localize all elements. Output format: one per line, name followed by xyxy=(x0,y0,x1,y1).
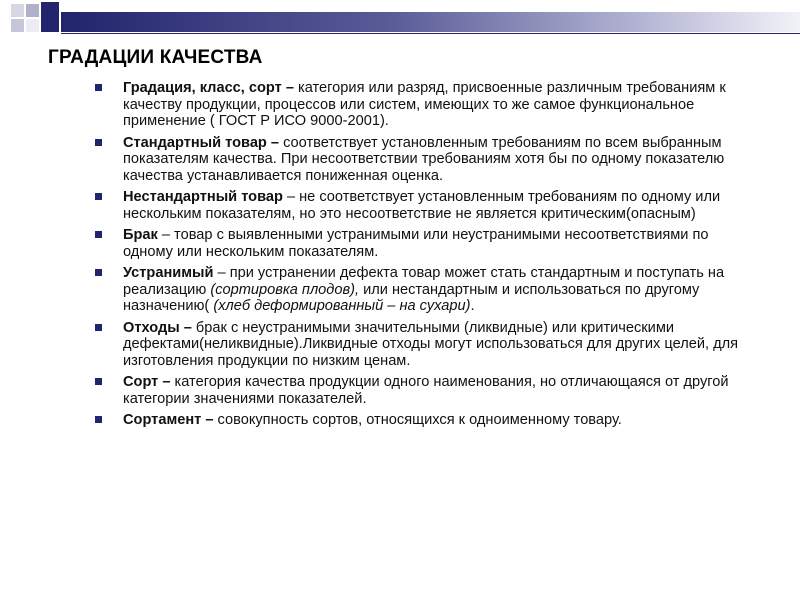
term-label: Брак xyxy=(123,227,158,243)
term-label: Стандартный товар – xyxy=(123,134,280,151)
list-item-nonstandard-product xyxy=(95,189,745,222)
header-gradient-bar xyxy=(61,12,800,32)
list-item-assortment xyxy=(95,412,745,429)
definition-text: брак с неустранимыми значительными (ликвидные) или критическими дефектами(неликвидные).Ликвидные отходы могут использоваться для других целей, для изготовления продукции по низким ценам. xyxy=(123,319,739,369)
square-bullet-icon xyxy=(95,269,102,276)
slide-title: ГРАДАЦИИ КАЧЕСТВА xyxy=(48,47,263,68)
list-item-defect xyxy=(95,227,745,260)
term-label: Сортамент – xyxy=(123,412,214,428)
header-square-decoration xyxy=(41,2,59,32)
term-label: Устранимый xyxy=(123,265,214,281)
definition-text: – при устранении дефекта товар может стать стандартным и поступать на реализацию xyxy=(123,265,725,298)
header-square-decoration xyxy=(26,19,39,32)
definitions-list xyxy=(95,80,745,434)
square-bullet-icon xyxy=(95,193,102,200)
example-text: (сортировка плодов), xyxy=(210,281,360,298)
definition-text: . xyxy=(470,298,475,314)
list-item-standard-product xyxy=(95,135,745,185)
square-bullet-icon xyxy=(95,84,102,91)
square-bullet-icon xyxy=(95,231,102,238)
square-bullet-icon xyxy=(95,378,102,385)
example-text: (хлеб деформированный – на сухари) xyxy=(213,298,471,314)
term-label: Сорт – xyxy=(123,374,171,390)
term-label: Нестандартный товар xyxy=(123,189,283,205)
term-label: Отходы – xyxy=(123,319,192,336)
header-square-decoration xyxy=(26,4,39,17)
definition-text: соответствует установленным требованиям по всем выбранным показателям качества. При несоответствии требованиям хотя бы по одному показателю качества устанавливается пониженная оценка. xyxy=(123,134,725,184)
definition-text: совокупность сортов, относящихся к одноименному товару. xyxy=(213,412,622,428)
definition-text: – не соответствует установленным требованиям по одному или нескольким показателям, но это несоответствие не является критическим(опасным) xyxy=(123,189,721,222)
list-item-remediable xyxy=(95,265,745,315)
definition-text: категория качества продукции одного наименования, но отличающаяся от другой категории значениями показателей. xyxy=(123,374,729,407)
term-label: Градация, класс, сорт – xyxy=(123,80,294,96)
square-bullet-icon xyxy=(95,416,102,423)
definition-text: – товар с выявленными устранимыми или неустранимыми несоответствиями по одному или нескольким показателям. xyxy=(123,227,709,260)
header-square-decoration xyxy=(11,19,24,32)
list-item-grade xyxy=(95,374,745,407)
header-divider xyxy=(61,33,800,34)
definition-text: или нестандартным и использоваться по другому назначению( xyxy=(123,281,700,314)
square-bullet-icon xyxy=(95,139,102,146)
definition-text: категория или разряд, присвоенные различным требованиям к качеству продукции, процессов или систем, имеющих то же самое функциональное применение ( ГОСТ Р ИСО 9000-2001). xyxy=(123,80,726,129)
header-square-decoration xyxy=(11,4,24,17)
list-item-waste xyxy=(95,320,745,370)
list-item-gradation xyxy=(95,80,745,130)
square-bullet-icon xyxy=(95,324,102,331)
